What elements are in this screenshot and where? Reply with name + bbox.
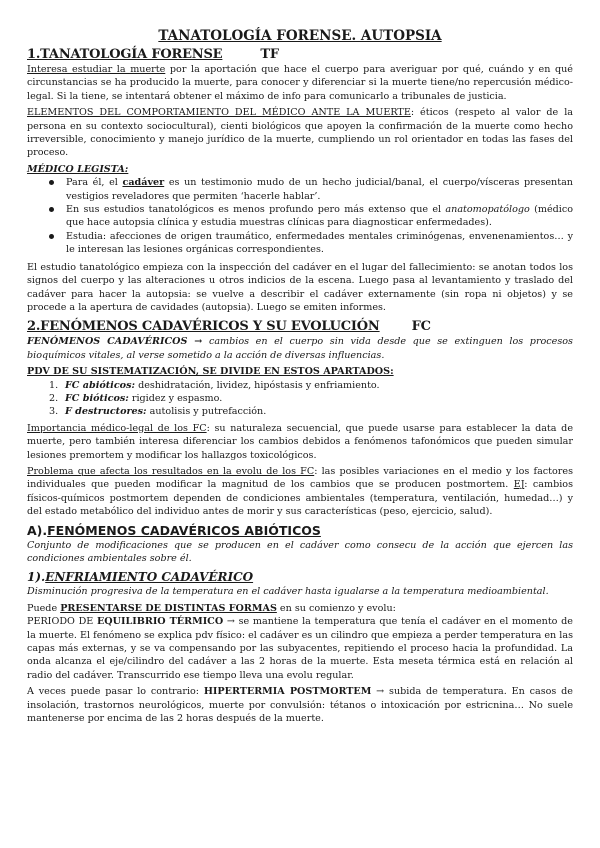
problem-lead: Problema que afecta los resultados en la evolu de los FC (27, 465, 315, 477)
section-2-tag: FC (411, 319, 431, 335)
section-2-title: 2.FENÓMENOS CADAVÉRICOS Y SU EVOLUCIÓN (27, 319, 380, 335)
medico-legista-label (27, 163, 573, 176)
document-title: TANATOLOGÍA FORENSE. AUTOPSIA (158, 28, 442, 44)
section-1-title: 1.TANATOLOGÍA FORENSE (27, 47, 223, 62)
problem-ej: EJ (513, 479, 525, 491)
enfriamiento-definition: Disminución progresiva de la temperatura en el cadáver hasta igualarse a la temperatura medioambiental. (27, 586, 549, 598)
list-item (49, 392, 573, 405)
problem-mid: : las posibles variaciones en el medio y los factores individuales que pueden modificar la magnitud de los cambios que se producen postmortem. (27, 465, 573, 491)
elements-lead: ELEMENTOS DEL COMPORTAMIENTO DEL MÉDICO ANTE LA MUERTE (27, 107, 411, 119)
pdv-heading (27, 365, 573, 378)
interest-lead: Interesa estudiar la muerte (27, 64, 166, 75)
b2-a: En sus estudios tanatológicos es menos profundo pero más extenso que el (66, 204, 446, 216)
bullet-icon (49, 180, 54, 185)
b1-c: es un testimonio mudo de un hecho judicial/banal, el cuerpo/vísceras presentan vestigios reveladores que permiten ‘hacerle hablar’. (66, 177, 573, 202)
importance-text: : su naturaleza secuencial, que puede usarse para establecer la data de muerte, pero también interesa diferenciar los cambios debidos a fenómenos tafonómicos que pueden simular lesiones premortem y modificar los hallazgos toxicológicos. (27, 422, 573, 461)
list-item (49, 230, 573, 257)
medico-legista-text: MÉDICO LEGISTA: (27, 163, 129, 175)
problem-text: : cambios físicos-químicos postmortem dependen de condiciones ambientales (temperatura, ventilación, humedad…) y del estado metabólico del individuo antes de morir y sus características (peso, ejercicio, salud). (27, 479, 573, 518)
list-term: FC bióticos: (65, 392, 129, 404)
list-text: autolisis y putrefacción. (146, 406, 267, 418)
list-item (49, 405, 573, 418)
section-1-tag: TF (260, 47, 279, 62)
b2-b: anatomopatólogo (445, 204, 530, 216)
forms-a: Puede (27, 602, 61, 614)
list-number: 2. (49, 392, 59, 404)
paragraph-definition (27, 335, 573, 362)
list-item (49, 203, 573, 230)
hyperthermia-c: → subida de temperatura. En casos de insolación, trastornos neurológicos, muerte por convulsión: tétanos o intoxicación por estricnina… No suele mantenerse por encima de las 2 horas después de la muerte. (27, 686, 573, 725)
equilibrium-a: PERIODO DE (27, 616, 97, 628)
list-number: 3. (49, 406, 59, 418)
fc-list (49, 379, 573, 419)
enfriamiento-title: ENFRIAMIENTO CADAVÉRICO (45, 570, 254, 585)
list-number: 1. (49, 379, 59, 391)
list-term: FC abióticos: (65, 379, 136, 391)
interest-text: por la aportación que hace el cuerpo para averiguar por qué, cuándo y en qué circunstancias se ha producido la muerte, para conocer y diferenciar si la muerte tiene/no repercusión médico-legal. Si la tiene, se intentará obtener el máximo de info para comunicarlo a tribunales de justicia. (27, 64, 573, 102)
document-page (27, 28, 573, 725)
b2-c: (médico que hace autopsia clínica y estudia muestras clínicas para diagnosticar enfermedades). (66, 204, 573, 229)
section-2-heading (27, 318, 573, 335)
paragraph-hyperthermia (27, 685, 573, 725)
section-a-prefix: A). (27, 522, 48, 538)
definition-text: cambios en el cuerpo sin vida desde que se extinguen los procesos bioquímicos vitales, al verse sometido a la acción de diversas influencias. (27, 336, 573, 361)
definition-term: FENÓMENOS CADAVÉRICOS → (27, 336, 203, 348)
list-term: F destructores: (65, 406, 147, 418)
paragraph-importance (27, 422, 573, 462)
section-a-title: FENÓMENOS CADAVÉRICOS ABIÓTICOS (47, 522, 321, 538)
equilibrium-b: EQUILIBRIO TÉRMICO (96, 616, 224, 628)
section-1-heading (27, 46, 573, 63)
enfriamiento-heading (27, 569, 573, 585)
paragraph-equilibrium (27, 615, 573, 682)
medico-legista-list (49, 176, 573, 256)
hyperthermia-b: HIPERTERMIA POSTMORTEM (203, 686, 372, 698)
list-text: deshidratación, lividez, hipóstasis y enfriamiento. (135, 379, 380, 391)
paragraph-elements (27, 106, 573, 160)
forms-b: PRESENTARSE DE DISTINTAS FORMAS (60, 602, 277, 614)
section-a-intro: Conjunto de modificaciones que se producen en el cadáver como consecu de la acción que ejercen las condiciones ambientales sobre él. (27, 539, 573, 564)
equilibrium-c: → se mantiene la temperatura que tenía el cadáver en el momento de la muerte. El fenómeno se explica pdv físico: el cadáver es un cilindro que empieza a perder temperatura en las capas más externas, y se va compensando por las subyacentes, repitiendo el proceso hacia la profundidad. La onda alcanza el eje/cilindro del cadáver a las 2 horas de la muerte. Esta meseta térmica está en relación al radio del cadáver. Transcurrido ese tiempo lleva una evolu regular. (27, 616, 573, 681)
bullet-icon (49, 207, 54, 212)
section-a-heading (27, 523, 573, 539)
list-item (49, 379, 573, 392)
b1-b: cadáver (122, 177, 165, 189)
list-text: rigidez y espasmo. (128, 392, 223, 404)
forms-c: en su comienzo y evolu: (276, 602, 396, 614)
enfriamiento-prefix: 1). (27, 570, 46, 585)
list-item (49, 176, 573, 203)
b1-a: Para él, el (66, 177, 123, 189)
paragraph-study: El estudio tanatológico empieza con la inspección del cadáver en el lugar del fallecimiento: se anotan todos los signos del cuerpo y las alteraciones u otros indicios de la escena. Luego pasa al levantamiento y traslado del cadáver para hacer la autopsia: se vuelve a describir el cadáver externamente (sin ropa ni objetos) y se procede a la apertura de cavidades (autopsia). Luego se emiten informes. (27, 261, 573, 313)
b3-text: Estudia: afecciones de origen traumático, enfermedades mentales criminógenas, envenenamientos… y le interesan las lesiones orgánicas correspondientes. (66, 230, 573, 256)
hyperthermia-a: A veces puede pasar lo contrario: (27, 686, 204, 698)
paragraph-problem (27, 465, 573, 519)
pdv-text: PDV DE SU SISTEMATIZACIÓN, SE DIVIDE EN ESTOS APARTADOS: (27, 366, 394, 378)
bullet-icon (49, 234, 54, 239)
paragraph-interest (27, 63, 573, 103)
importance-lead: Importancia médico-legal de los FC (27, 422, 207, 434)
paragraph-forms (27, 602, 573, 615)
elements-text: : éticos (respeto al valor de la persona en su contexto sociocultural), cienti biológicos que apoyen la confirmación de la muerte como hecho irreversible, conocimiento y manejo jurídico de la muerte, cumpliendo un rol orientador en todas las fases del proceso. (27, 107, 573, 159)
